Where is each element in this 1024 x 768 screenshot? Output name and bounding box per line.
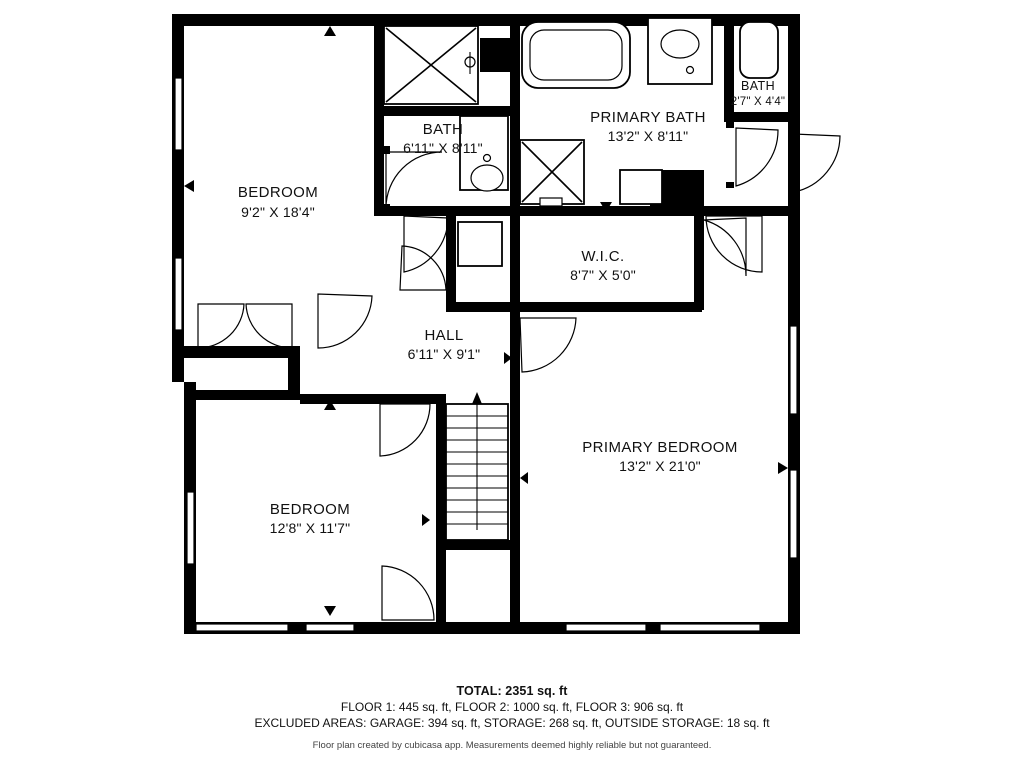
- total-area-text: TOTAL: 2351 sq. ft: [456, 684, 568, 698]
- room-dim-bedroom-upper-left: 9'2" X 18'4": [241, 204, 315, 220]
- excluded-areas-text: EXCLUDED AREAS: GARAGE: 394 sq. ft, STORAGE: 268 sq. ft, OUTSIDE STORAGE: 18 sq. ft: [254, 716, 770, 730]
- room-label-primary-bath: PRIMARY BATH: [590, 109, 706, 126]
- room-dim-bath: 6'11" X 8'11": [403, 140, 483, 156]
- credit-text: Floor plan created by cubicasa app. Measurements deemed highly reliable but not guaranteed.: [312, 740, 712, 751]
- room-dim-corner-bath: 2'7" X 4'4": [730, 96, 786, 108]
- room-label-wic: W.I.C.: [581, 248, 625, 265]
- room-label-bedroom-upper-left: BEDROOM: [237, 184, 319, 201]
- room-dim-hall: 6'11" X 9'1": [407, 346, 481, 362]
- floor-breakdown-text: FLOOR 1: 445 sq. ft, FLOOR 2: 1000 sq. ft, FLOOR 3: 906 sq. ft: [340, 700, 684, 714]
- interior-walls: [300, 14, 790, 634]
- floor-plan-footer: [0, 684, 1024, 751]
- room-dim-primary-bedroom: 13'2" X 21'0": [619, 458, 701, 474]
- room-dim-wic: 8'7" X 5'0": [570, 267, 636, 283]
- room-label-hall: HALL: [424, 327, 464, 344]
- room-label-bedroom-lower-left: BEDROOM: [269, 501, 351, 518]
- room-label-corner-bath: BATH: [740, 79, 776, 93]
- room-label-primary-bedroom: PRIMARY BEDROOM: [582, 439, 738, 456]
- staircase: [446, 392, 508, 540]
- room-dim-bedroom-lower-left: 12'8" X 11'7": [269, 520, 351, 536]
- room-dim-primary-bath: 13'2" X 8'11": [607, 128, 689, 144]
- room-label-bath: BATH: [422, 121, 464, 138]
